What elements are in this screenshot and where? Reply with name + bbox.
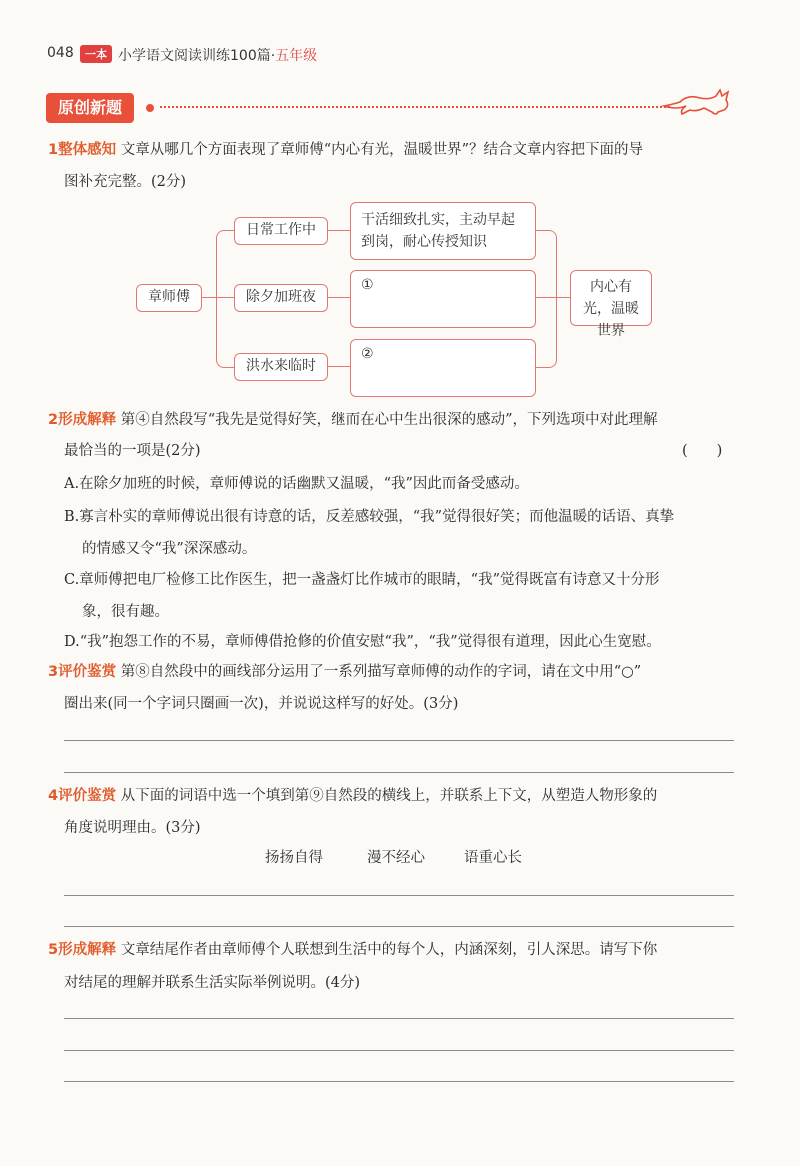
question-number: 5 bbox=[48, 942, 59, 958]
answer-line[interactable] bbox=[64, 895, 734, 896]
page-number: 048 bbox=[47, 45, 74, 61]
answer-line[interactable] bbox=[64, 740, 734, 741]
connector bbox=[328, 230, 350, 231]
question-text: 第⑧自然段中的画线部分运用了一系列描写章师傅的动作的字词，请在文中用“○” bbox=[120, 664, 642, 680]
connector bbox=[216, 230, 235, 368]
question-number: 4 bbox=[48, 788, 59, 804]
word-choice: 语重心长 bbox=[464, 850, 522, 866]
question-5-line2: 对结尾的理解并联系生活实际举例说明。(4分) bbox=[64, 975, 361, 991]
question-text: 第④自然段写“我先是觉得好笑，继而在心中生出很深的感动”，下列选项中对此理解 bbox=[120, 412, 658, 428]
question-2-line1 bbox=[48, 410, 658, 430]
situation-node: 除夕加班夜 bbox=[234, 284, 328, 312]
answer-bracket[interactable]: ( ) bbox=[682, 443, 723, 459]
question-3-line2: 圈出来(同一个字词只圈画一次)，并说说这样写的好处。(3分) bbox=[64, 696, 459, 712]
word-choice: 扬扬自得 bbox=[265, 850, 323, 866]
section-banner: 原创新题 bbox=[46, 93, 134, 123]
situation-node: 日常工作中 bbox=[234, 217, 328, 245]
option-b-cont: 的情感又令“我”深深感动。 bbox=[82, 541, 257, 557]
question-tag: 形成解释 bbox=[58, 412, 117, 428]
grade-label: 五年级 bbox=[275, 48, 318, 64]
connector bbox=[202, 297, 216, 298]
option-c-cont: 象，很有趣。 bbox=[82, 604, 169, 620]
question-4-line2: 角度说明理由。(3分) bbox=[64, 820, 201, 836]
answer-line[interactable] bbox=[64, 926, 734, 927]
question-text: 文章从哪几个方面表现了章师傅“内心有光，温暖世界”？结合文章内容把下面的导 bbox=[120, 142, 644, 158]
question-number: 2 bbox=[48, 412, 59, 428]
connector bbox=[328, 366, 350, 367]
question-number: 3 bbox=[48, 664, 59, 680]
question-tag: 整体感知 bbox=[58, 142, 117, 158]
dotted-divider bbox=[160, 106, 670, 108]
brand-badge: 一本 bbox=[80, 45, 112, 63]
answer-line[interactable] bbox=[64, 1081, 734, 1082]
question-number: 1 bbox=[48, 142, 59, 158]
option-d[interactable]: D.“我”抱怨工作的不易，章师傅借抢修的价值安慰“我”，“我”觉得很有道理，因此心生宽慰。 bbox=[64, 634, 661, 650]
option-a[interactable]: A.在除夕加班的时候，章师傅说的话幽默又温暖，“我”因此而备受感动。 bbox=[64, 476, 529, 492]
answer-line[interactable] bbox=[64, 1050, 734, 1051]
conclusion-node: 内心有光，温暖世界 bbox=[570, 270, 652, 326]
question-1-line1 bbox=[48, 140, 643, 160]
question-tag: 评价鉴赏 bbox=[58, 788, 117, 804]
question-text: 文章结尾作者由章师傅个人联想到生活中的每个人，内涵深刻，引人深思。请写下你 bbox=[120, 942, 658, 958]
book-title-text: 小学语文阅读训练100篇· bbox=[118, 48, 276, 64]
banner-dot bbox=[146, 104, 154, 112]
cat-icon bbox=[660, 82, 738, 118]
connector bbox=[536, 230, 557, 368]
question-5-line1 bbox=[48, 940, 657, 960]
detail-node: 干活细致扎实，主动早起到岗，耐心传授知识 bbox=[350, 202, 536, 260]
option-b[interactable]: B.寡言朴实的章师傅说出很有诗意的话，反差感较强，“我”觉得很好笑；而他温暖的话语、真挚 bbox=[64, 509, 675, 525]
answer-line[interactable] bbox=[64, 772, 734, 773]
answer-blank-1[interactable]: ① bbox=[350, 270, 536, 328]
answer-blank-2[interactable]: ② bbox=[350, 339, 536, 397]
question-1-line2: 图补充完整。(2分) bbox=[64, 174, 187, 190]
word-choice: 漫不经心 bbox=[367, 850, 425, 866]
situation-node: 洪水来临时 bbox=[234, 353, 328, 381]
question-2-line2: 最恰当的一项是(2分) bbox=[64, 443, 201, 459]
connector bbox=[216, 297, 234, 298]
question-4-line1 bbox=[48, 786, 657, 806]
connector bbox=[536, 297, 570, 298]
question-tag: 评价鉴赏 bbox=[58, 664, 117, 680]
question-3-line1 bbox=[48, 662, 641, 682]
answer-line[interactable] bbox=[64, 1018, 734, 1019]
connector bbox=[328, 297, 350, 298]
book-title bbox=[118, 45, 317, 65]
center-node: 章师傅 bbox=[136, 284, 202, 312]
option-c[interactable]: C.章师傅把电厂检修工比作医生，把一盏盏灯比作城市的眼睛，“我”觉得既富有诗意又十分形 bbox=[64, 572, 660, 588]
question-tag: 形成解释 bbox=[58, 942, 117, 958]
question-text: 从下面的词语中选一个填到第⑨自然段的横线上，并联系上下文，从塑造人物形象的 bbox=[120, 788, 658, 804]
